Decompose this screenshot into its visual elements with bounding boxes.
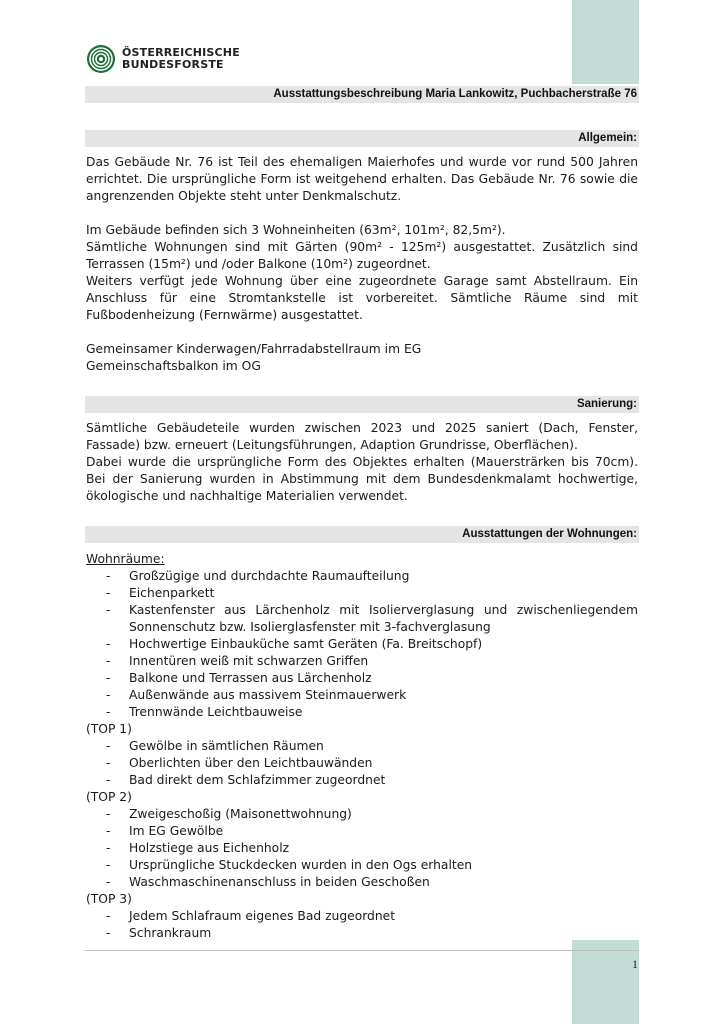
allgemein-line-balcony: Gemeinschaftsbalkon im OG <box>86 359 261 373</box>
section-sanierung <box>86 420 638 505</box>
page-number: 1 <box>632 957 638 971</box>
list-item: - Kastenfenster aus Lärchenholz mit Isolierverglasung und zwischenliegendem Sonnenschutz bzw. Isolierglasfenster mit 3-fachverglasung <box>86 602 638 636</box>
section-heading-allgemein: Allgemein: <box>85 130 639 147</box>
list-item: - Schrankraum <box>86 925 638 942</box>
sanierung-paragraph-1: Sämtliche Gebäudeteile wurden zwischen 2023 und 2025 saniert (Dach, Fenster, Fassade) bzw. erneuert (Leitungsführungen, Adaption Grundrisse, Oberflächen). <box>86 421 638 452</box>
list-item: - Zweigeschoßig (Maisonettwohnung) <box>86 806 638 823</box>
top2-label: (TOP 2) <box>86 790 132 804</box>
decorative-accent-bar-top <box>572 0 639 84</box>
list-item: - Außenwände aus massivem Steinmauerwerk <box>86 687 638 704</box>
decorative-accent-bar-bottom <box>572 940 639 1024</box>
bundesforste-logo <box>86 44 240 74</box>
top3-label: (TOP 3) <box>86 892 132 906</box>
top1-features-list <box>86 738 638 789</box>
subheading-wohnraeume: Wohnräume: <box>86 552 165 566</box>
logo-wordmark <box>122 47 240 71</box>
allgemein-line-gardens: Sämtliche Wohnungen sind mit Gärten (90m² - 125m²) ausgestattet. Zusätzlich sind Terrassen (15m²) und /oder Balkone (10m²) zugeordnet. <box>86 240 638 271</box>
list-item: - Großzügige und durchdachte Raumaufteilung <box>86 568 638 585</box>
allgemein-line-storage: Gemeinsamer Kinderwagen/Fahrradabstellraum im EG <box>86 342 422 356</box>
list-item: - Holzstiege aus Eichenholz <box>86 840 638 857</box>
list-item: - Oberlichten über den Leichtbauwänden <box>86 755 638 772</box>
list-item: - Bad direkt dem Schlafzimmer zugeordnet <box>86 772 638 789</box>
general-features-list <box>86 568 638 721</box>
section-heading-sanierung: Sanierung: <box>85 396 639 413</box>
allgemein-paragraph-1: Das Gebäude Nr. 76 ist Teil des ehemaligen Maierhofes und wurde vor rund 500 Jahren errichtet. Die ursprüngliche Form ist weitgehend erhalten. Das Gebäude Nr. 76 sowie die angrenzenden Objekte steht unter Denkmalschutz. <box>86 155 638 203</box>
list-item: - Gewölbe in sämtlichen Räumen <box>86 738 638 755</box>
bundesforste-logo-icon <box>86 44 116 74</box>
list-item: - Waschmaschinenanschluss in beiden Geschoßen <box>86 874 638 891</box>
top1-label: (TOP 1) <box>86 722 132 736</box>
section-heading-ausstattungen: Ausstattungen der Wohnungen: <box>85 526 639 543</box>
list-item: - Innentüren weiß mit schwarzen Griffen <box>86 653 638 670</box>
logo-line-1: ÖSTERREICHISCHE <box>122 46 240 59</box>
allgemein-line-garage: Weiters verfügt jede Wohnung über eine zugeordnete Garage samt Abstellraum. Ein Anschluss für eine Stromtankstelle ist vorbereitet. Sämtliche Räume sind mit Fußbodenheizung (Fernwärme) ausgestattet. <box>86 274 638 322</box>
section-ausstattungen <box>86 551 638 942</box>
allgemein-line-units: Im Gebäude befinden sich 3 Wohneinheiten (63m², 101m², 82,5m²). <box>86 223 506 237</box>
list-item: - Jedem Schlafraum eigenes Bad zugeordnet <box>86 908 638 925</box>
top3-features-list <box>86 908 638 942</box>
list-item: - Trennwände Leichtbauweise <box>86 704 638 721</box>
section-allgemein <box>86 154 638 375</box>
document-title: Ausstattungsbeschreibung Maria Lankowitz, Puchbacherstraße 76 <box>85 86 639 103</box>
footer-divider <box>85 950 639 951</box>
logo-line-2: BUNDESFORSTE <box>122 58 224 71</box>
list-item: - Eichenparkett <box>86 585 638 602</box>
top2-features-list <box>86 806 638 891</box>
list-item: - Im EG Gewölbe <box>86 823 638 840</box>
list-item: - Hochwertige Einbauküche samt Geräten (Fa. Breitschopf) <box>86 636 638 653</box>
sanierung-paragraph-2: Dabei wurde die ursprüngliche Form des Objektes erhalten (Mauersträrken bis 70cm). Bei der Sanierung wurden in Abstimmung mit dem Bundesdenkmalamt hochwertige, ökologische und nachhaltige Materialien verwendet. <box>86 455 638 503</box>
list-item: - Ursprüngliche Stuckdecken wurden in den Ogs erhalten <box>86 857 638 874</box>
list-item: - Balkone und Terrassen aus Lärchenholz <box>86 670 638 687</box>
